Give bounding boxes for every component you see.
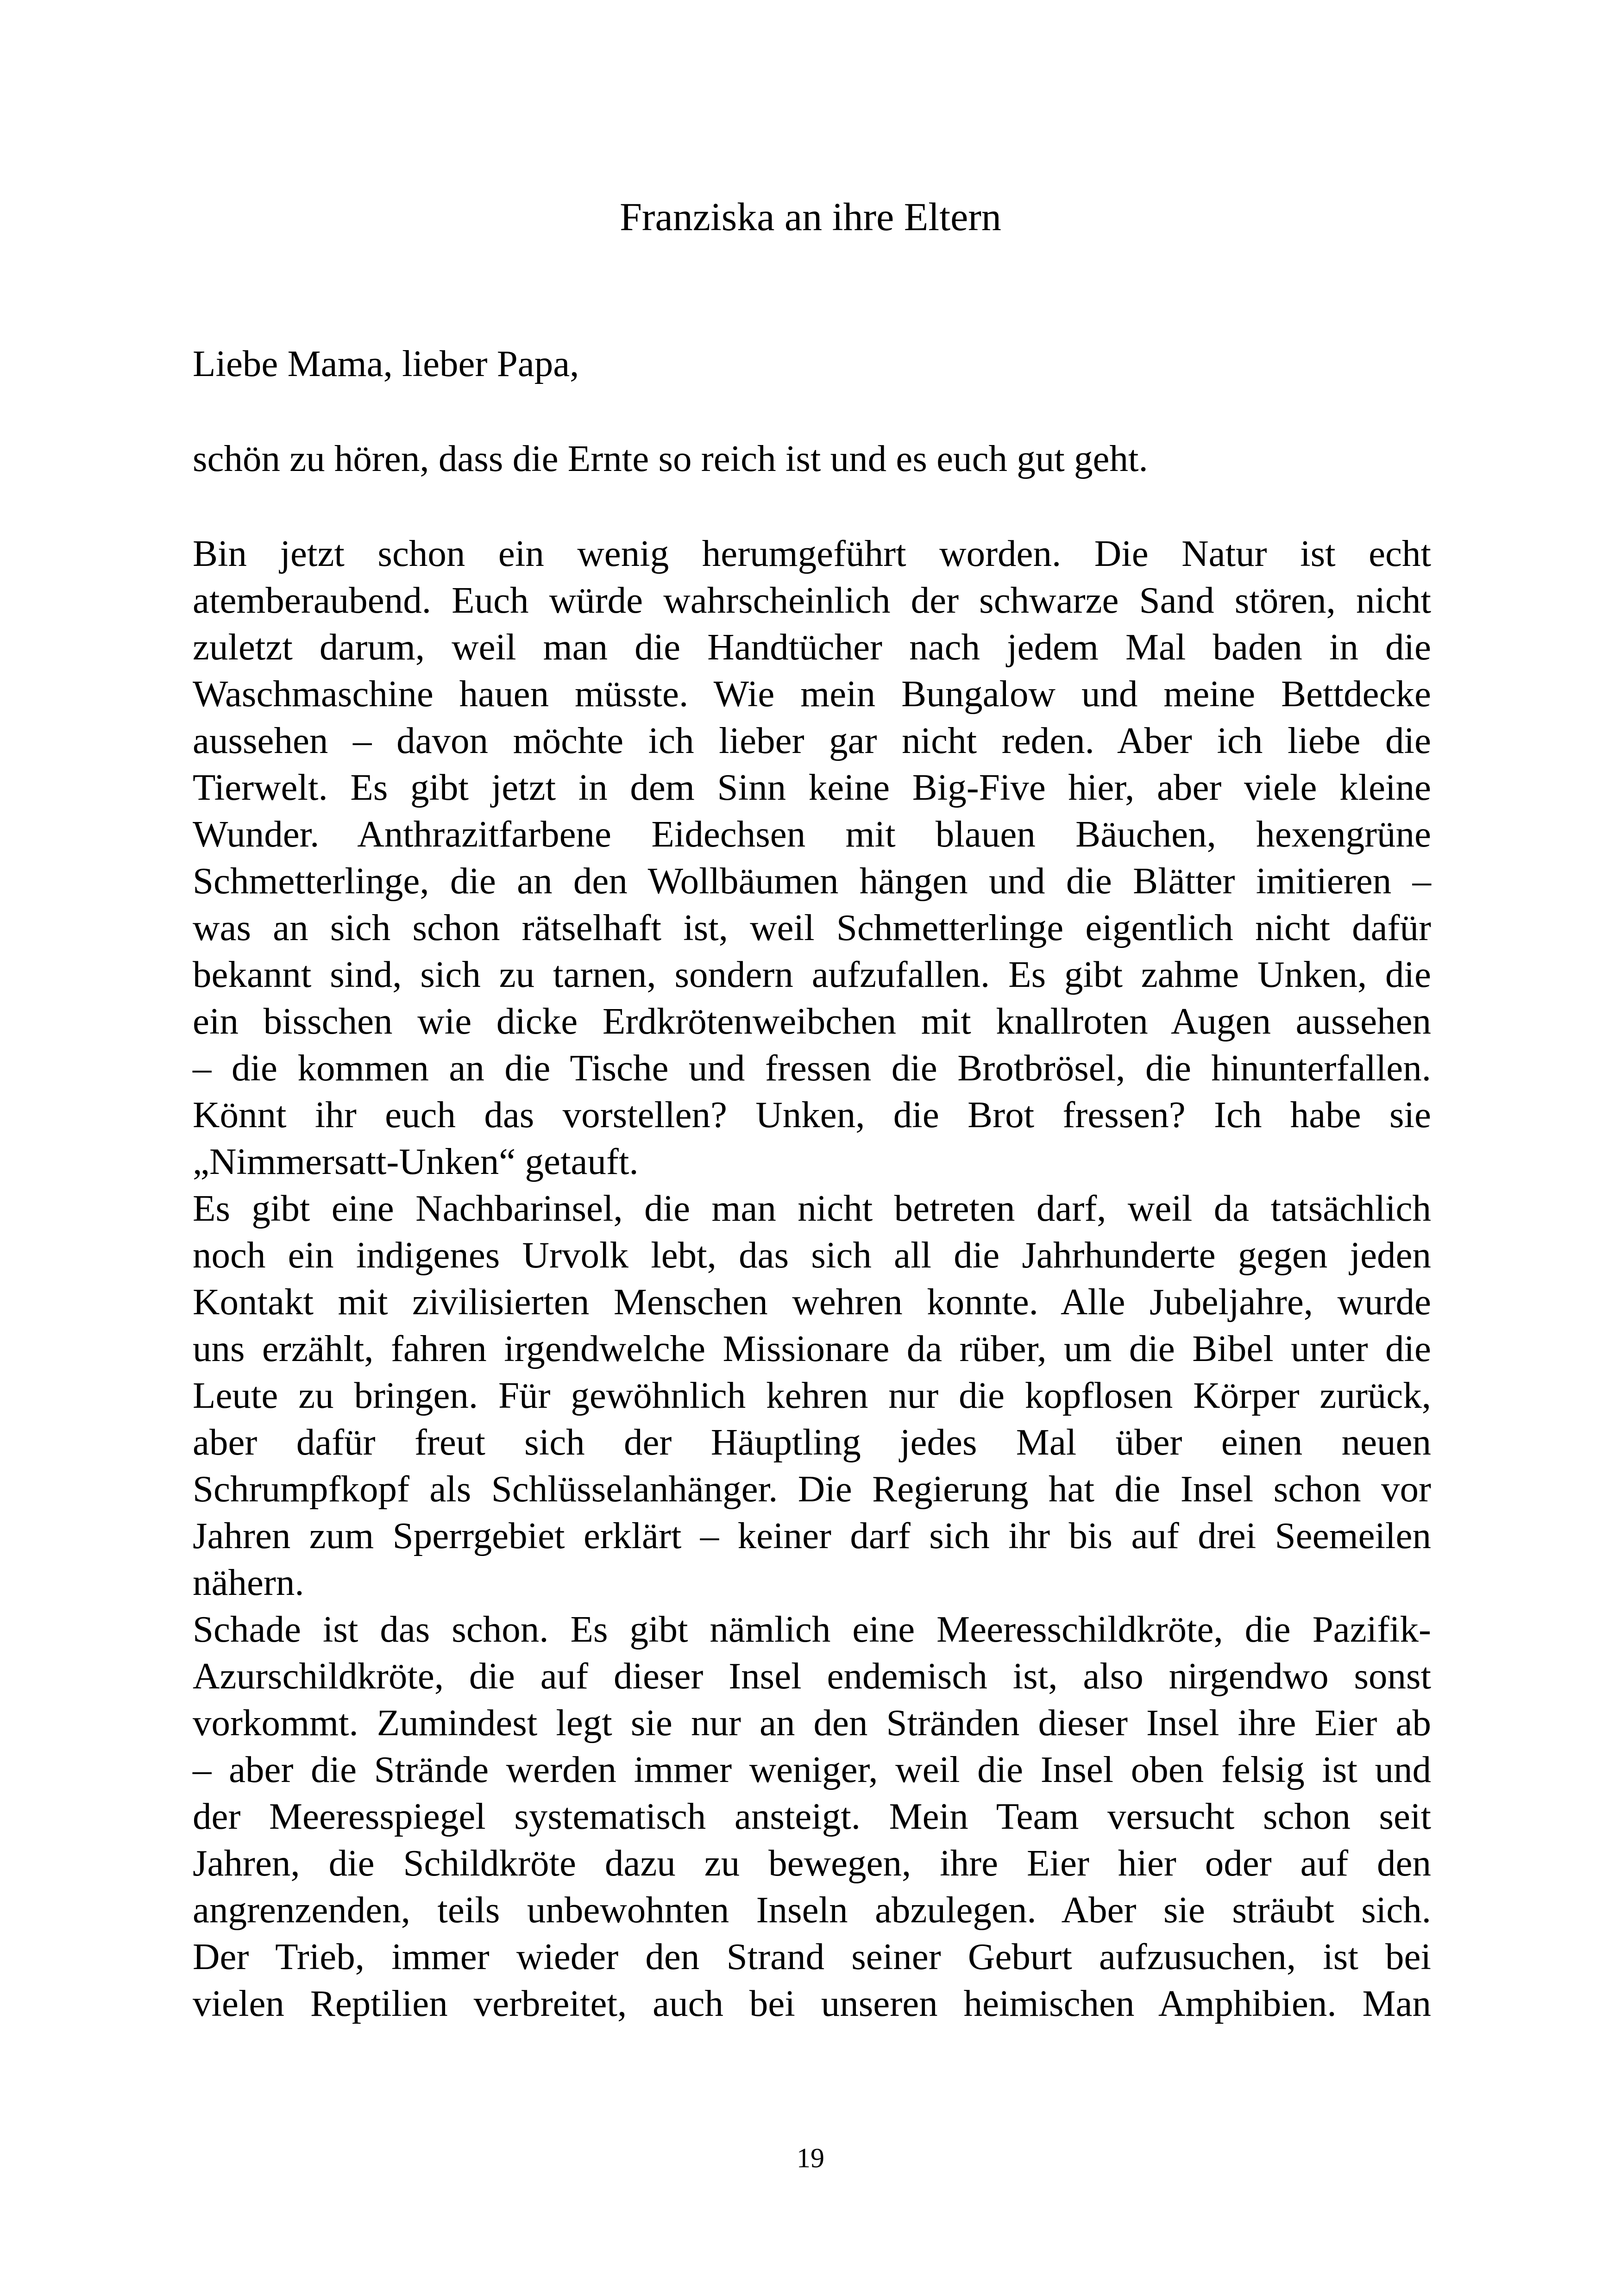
body-line: Waschmaschine hauen müsste. Wie mein Bungalow und meine Bettdecke [193, 673, 1431, 715]
body-line: – die kommen an die Tische und fressen die Brotbrösel, die hinunterfallen. [193, 1047, 1431, 1089]
body-line: Tierwelt. Es gibt jetzt in dem Sinn keine Big-Five hier, aber viele kleine [193, 766, 1431, 808]
body-line: atemberaubend. Euch würde wahrscheinlich der schwarze Sand stören, nicht [193, 579, 1431, 621]
body-line: uns erzählt, fahren irgendwelche Missionare da rüber, um die Bibel unter die [193, 1328, 1431, 1369]
body-line: Es gibt eine Nachbarinsel, die man nicht betreten darf, weil da tatsächlich [193, 1187, 1431, 1229]
body-line: Leute zu bringen. Für gewöhnlich kehren nur die kopflosen Körper zurück, [193, 1374, 1431, 1416]
body-line: Der Trieb, immer wieder den Strand seiner Geburt aufzusuchen, ist bei [193, 1936, 1431, 1977]
body-line: angrenzenden, teils unbewohnten Inseln abzulegen. Aber sie sträubt sich. [193, 1889, 1431, 1931]
salutation: Liebe Mama, lieber Papa, [193, 343, 579, 384]
body-line: vorkommt. Zumindest legt sie nur an den Stränden dieser Insel ihre Eier ab [193, 1702, 1431, 1744]
body-line: Wunder. Anthrazitfarbene Eidechsen mit blauen Bäuchen, hexengrüne [193, 813, 1431, 855]
body-line: Jahren zum Sperrgebiet erklärt – keiner darf sich ihr bis auf drei Seemeilen [193, 1515, 1431, 1556]
body-line: was an sich schon rätselhaft ist, weil Schmetterlinge eigentlich nicht dafür [193, 907, 1431, 948]
body-line: Schade ist das schon. Es gibt nämlich eine Meeresschildkröte, die Pazifik- [193, 1608, 1431, 1650]
body-line: Jahren, die Schildkröte dazu zu bewegen, ihre Eier hier oder auf den [193, 1842, 1431, 1884]
body-line: ein bisschen wie dicke Erdkrötenweibchen mit knallroten Augen aussehen [193, 1000, 1431, 1042]
body-line: vielen Reptilien verbreitet, auch bei unseren heimischen Amphibien. Man [193, 1982, 1431, 2024]
body-line: – aber die Strände werden immer weniger, weil die Insel oben felsig ist und [193, 1749, 1431, 1790]
body-line: noch ein indigenes Urvolk lebt, das sich all die Jahrhunderte gegen jeden [193, 1234, 1431, 1276]
body-line: der Meeresspiegel systematisch ansteigt. Mein Team versucht schon seit [193, 1795, 1431, 1837]
page-number: 19 [797, 2143, 824, 2173]
body-line: Schrumpfkopf als Schlüsselanhänger. Die Regierung hat die Insel schon vor [193, 1468, 1431, 1510]
body-line: bekannt sind, sich zu tarnen, sondern aufzufallen. Es gibt zahme Unken, die [193, 954, 1431, 995]
body-line: Azurschildkröte, die auf dieser Insel endemisch ist, also nirgendwo sonst [193, 1655, 1431, 1697]
body-line: aber dafür freut sich der Häuptling jedes Mal über einen neuen [193, 1421, 1431, 1463]
body-line: „Nimmersatt-Unken“ getauft. [193, 1141, 639, 1182]
intro-line: schön zu hören, dass die Ernte so reich ist und es euch gut geht. [193, 438, 1148, 479]
body-line: Kontakt mit zivilisierten Menschen wehren konnte. Alle Jubeljahre, wurde [193, 1281, 1431, 1323]
body-line: Bin jetzt schon ein wenig herumgeführt worden. Die Natur ist echt [193, 533, 1431, 574]
body-line: nähern. [193, 1562, 304, 1603]
body-line: Schmetterlinge, die an den Wollbäumen hängen und die Blätter imitieren – [193, 860, 1431, 902]
page-title: Franziska an ihre Eltern [620, 194, 1001, 239]
body-line: Könnt ihr euch das vorstellen? Unken, die Brot fressen? Ich habe sie [193, 1094, 1431, 1135]
body-line: zuletzt darum, weil man die Handtücher nach jedem Mal baden in die [193, 626, 1431, 668]
body-line: aussehen – davon möchte ich lieber gar nicht reden. Aber ich liebe die [193, 720, 1431, 761]
